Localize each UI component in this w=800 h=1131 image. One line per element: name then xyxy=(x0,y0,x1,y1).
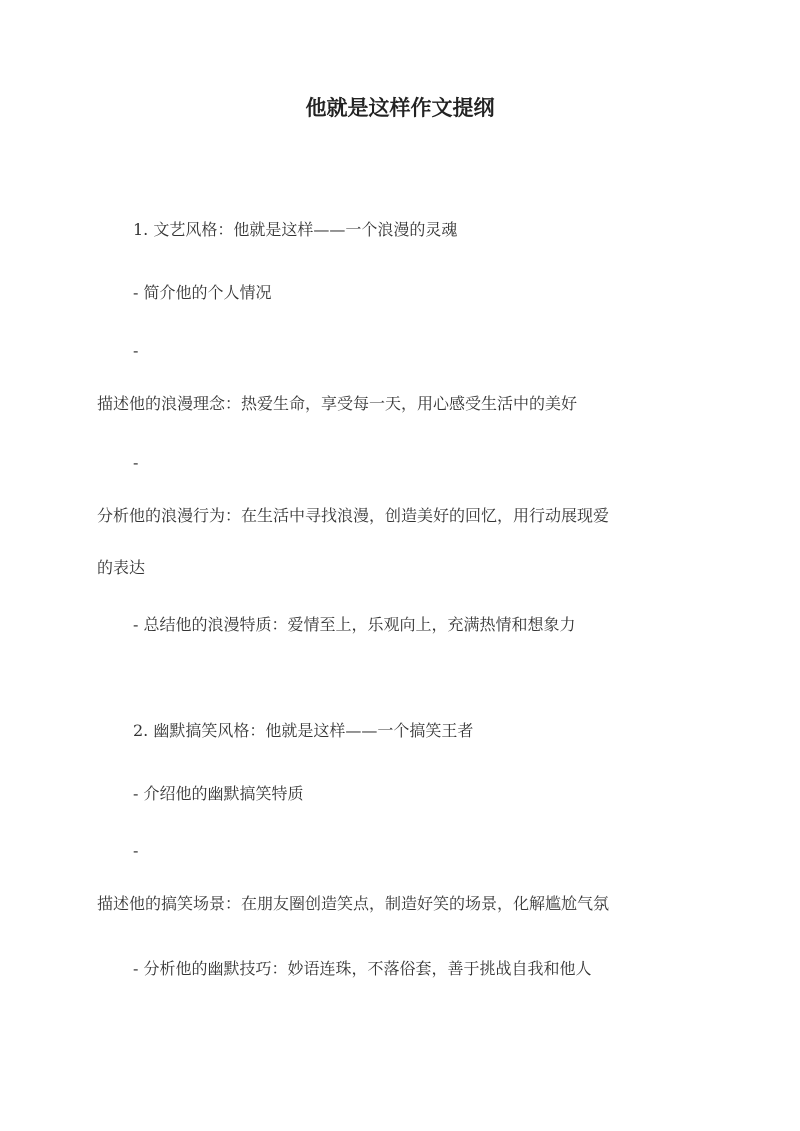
list-item: - 简介他的个人情况 xyxy=(133,283,272,302)
list-item-dash: - xyxy=(133,341,139,360)
list-item: 描述他的搞笑场景：在朋友圈创造笑点，制造好笑的场景，化解尴尬气氛 xyxy=(97,894,610,913)
section-1-heading: 1. 文艺风格：他就是这样——一个浪漫的灵魂 xyxy=(133,220,458,239)
list-item: - 介绍他的幽默搞笑特质 xyxy=(133,784,304,803)
list-item: 描述他的浪漫理念：热爱生命，享受每一天，用心感受生活中的美好 xyxy=(97,394,578,413)
list-item: - 总结他的浪漫特质：爱情至上，乐观向上，充满热情和想象力 xyxy=(133,615,576,634)
page-title: 他就是这样作文提纲 xyxy=(305,95,495,120)
list-item-dash: - xyxy=(133,841,139,860)
section-2-heading: 2. 幽默搞笑风格：他就是这样——一个搞笑王者 xyxy=(133,721,474,740)
list-item: - 分析他的幽默技巧：妙语连珠，不落俗套，善于挑战自我和他人 xyxy=(133,959,592,978)
list-item-dash: - xyxy=(133,453,139,472)
list-item-continuation: 的表达 xyxy=(97,558,146,577)
list-item: 分析他的浪漫行为：在生活中寻找浪漫，创造美好的回忆，用行动展现爱 xyxy=(97,506,610,525)
